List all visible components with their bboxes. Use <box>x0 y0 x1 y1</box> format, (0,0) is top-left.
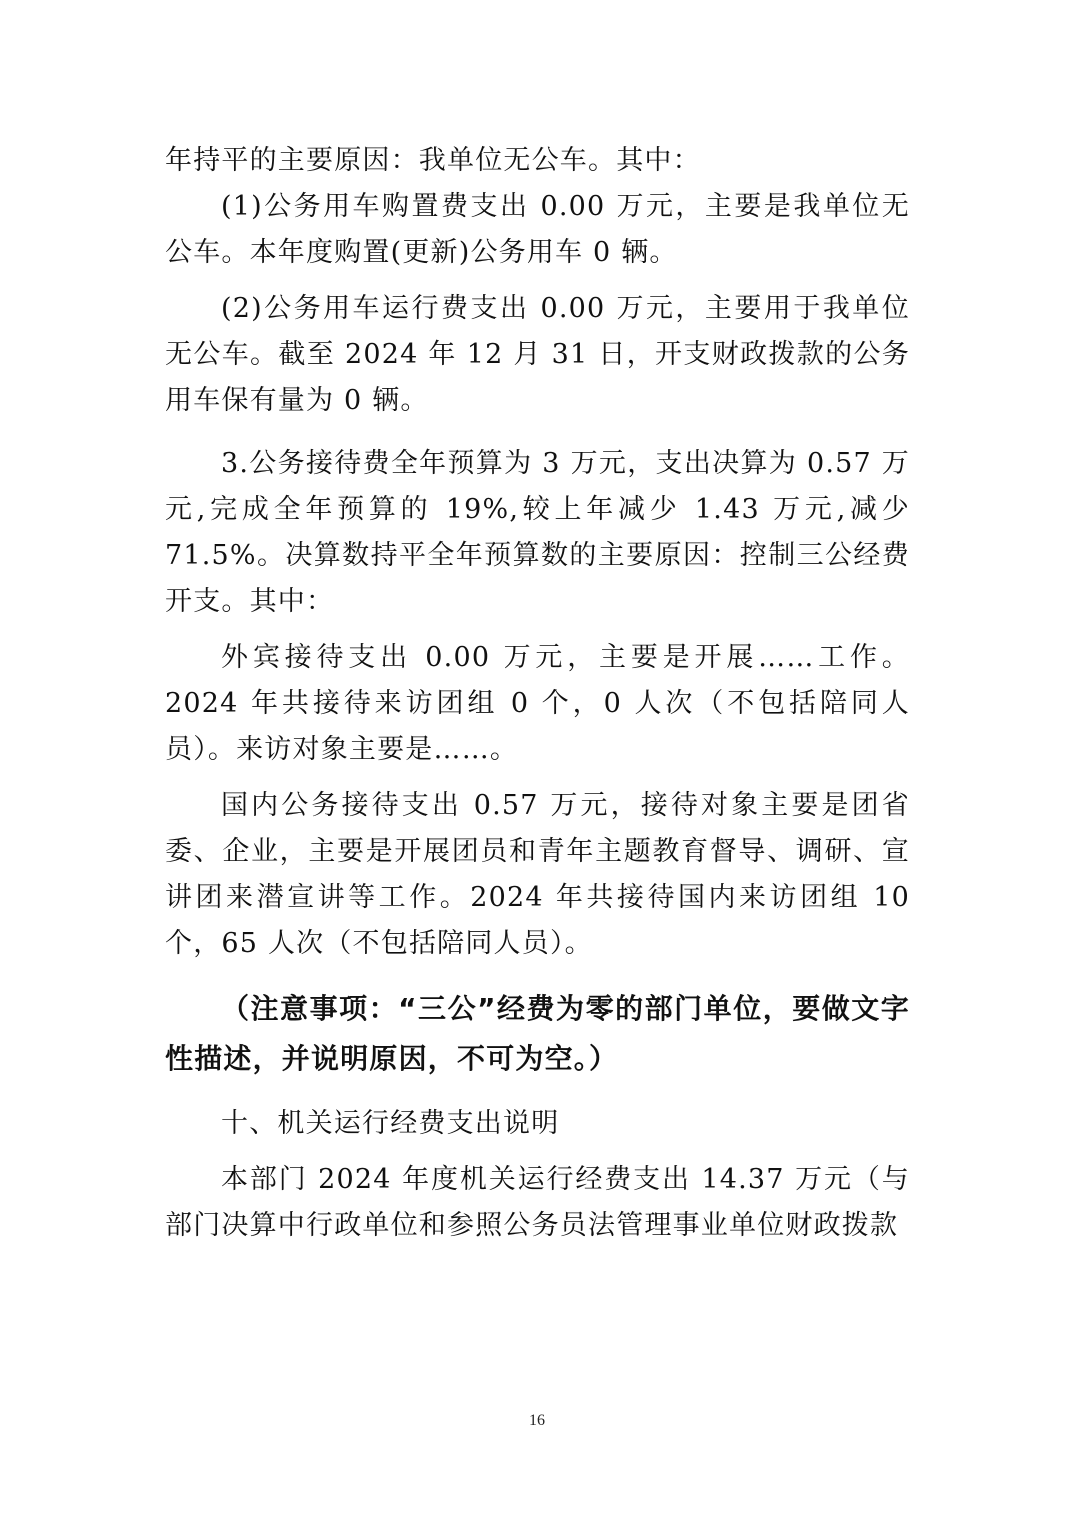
paragraph-operating-expenses: 本部门 2024 年度机关运行经费支出 14.37 万元（与部门决算中行政单位和参照公务员法管理事业单位财政拨款 <box>165 1164 910 1241</box>
document-body <box>165 138 910 1249</box>
paragraph-foreign-reception: 外宾接待支出 0.00 万元，主要是开展……工作。2024 年共接待来访团组 0 个，0 人次（不包括陪同人员）。来访对象主要是……。 <box>165 642 910 765</box>
paragraph-reception-budget: 3.公务接待费全年预算为 3 万元，支出决算为 0.57 万元,完成全年预算的 19%,较上年减少 1.43 万元,减少 71.5%。决算数持平全年预算数的主要原因：控制三公经费开支。其中： <box>165 448 910 617</box>
section-heading: 十、机关运行经费支出说明 <box>221 1108 560 1139</box>
page-number: 16 <box>529 1412 545 1429</box>
paragraph-vehicle-operation: (2)公务用车运行费支出 0.00 万元，主要用于我单位无公车。截至 2024 年 12 月 31 日，开支财政拨款的公务用车保有量为 0 辆。 <box>165 293 910 416</box>
note-attention: （注意事项：“三公”经费为零的部门单位，要做文字性描述，并说明原因，不可为空。） <box>165 992 910 1075</box>
paragraph-vehicle-purchase: (1)公务用车购置费支出 0.00 万元，主要是我单位无公车。本年度购置(更新)公务用车 0 辆。 <box>165 191 910 268</box>
paragraph-continuation: 年持平的主要原因：我单位无公车。其中： <box>165 145 701 176</box>
paragraph-domestic-reception: 国内公务接待支出 0.57 万元，接待对象主要是团省委、企业，主要是开展团员和青年主题教育督导、调研、宣讲团来潜宣讲等工作。2024 年共接待国内来访团组 10 个，65 人次（不包括陪同人员）。 <box>165 790 910 959</box>
